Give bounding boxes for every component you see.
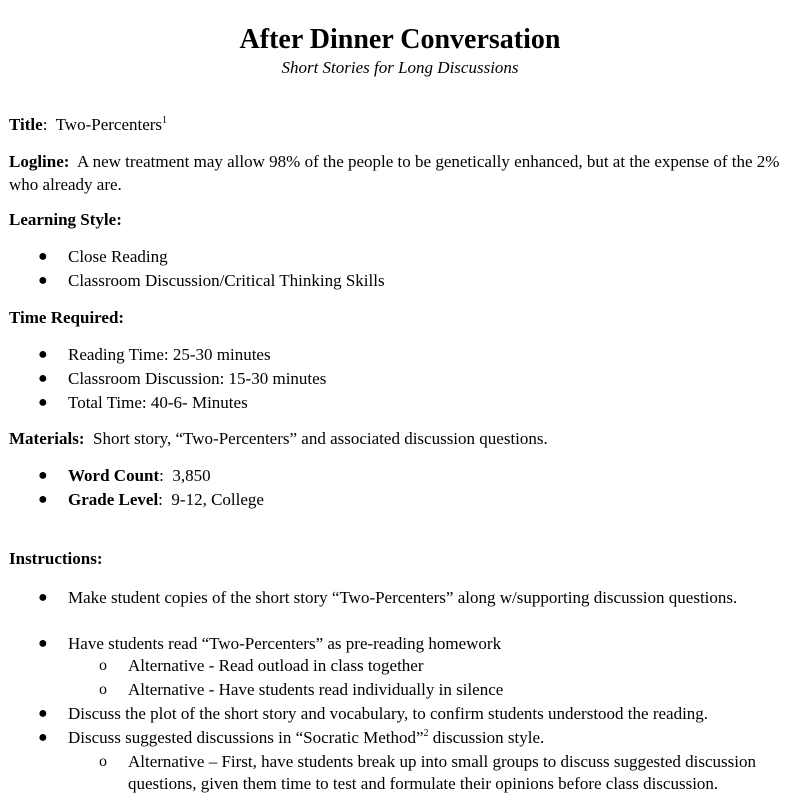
time-required-heading: Time Required: — [9, 308, 125, 327]
word-count-item: Word Count: 3,850 — [68, 466, 211, 485]
word-count-label: Word Count — [68, 466, 160, 485]
sub-bullet-icon: o — [99, 681, 107, 698]
list-item: Total Time: 40-6- Minutes — [68, 393, 248, 412]
sub-list-item: Alternative - Have students read individually in silence — [128, 680, 504, 699]
sub-list-item: Alternative – First, have students break up into small groups to discuss suggested discussion questions, given them time to test and formulate their opinions before class discussion. — [128, 752, 756, 793]
materials-label: Materials: — [9, 429, 85, 448]
bullet-icon: ● — [38, 394, 48, 411]
sub-bullet-icon: o — [99, 657, 107, 674]
grade-level-value: 9-12, College — [171, 490, 264, 509]
bullet-icon: ● — [38, 589, 48, 606]
materials-text: Short story, “Two-Percenters” and associated discussion questions. — [93, 429, 548, 448]
list-item: Classroom Discussion/Critical Thinking Skills — [68, 271, 385, 290]
logline-label: Logline: — [9, 152, 70, 171]
list-item: Classroom Discussion: 15-30 minutes — [68, 369, 327, 388]
bullet-icon: ● — [38, 370, 48, 387]
socratic-text-end: discussion style. — [428, 728, 545, 747]
bullet-icon: ● — [38, 705, 48, 722]
bullet-icon: ● — [38, 467, 48, 484]
learning-style-heading: Learning Style: — [9, 210, 122, 229]
story-title-line: Title: Two-Percenters$^1$ — [9, 115, 168, 134]
grade-level-item: Grade Level: 9-12, College — [68, 490, 264, 509]
sub-list-item: Alternative - Read outload in class together — [128, 656, 424, 675]
socratic-text: Discuss suggested discussions in “Socratic Method” — [68, 728, 424, 747]
socratic-item — [68, 727, 544, 749]
bullet-icon: ● — [38, 346, 48, 363]
story-title-label: Title — [9, 115, 43, 134]
word-count-value: 3,850 — [172, 466, 211, 485]
bullet-icon: ● — [38, 729, 48, 746]
list-item: Discuss the plot of the short story and vocabulary, to confirm students understood the reading. — [68, 704, 709, 723]
list-item: Have students read “Two-Percenters” as pre-reading homework — [68, 634, 502, 653]
grade-level-label: Grade Level — [68, 490, 159, 509]
logline-text: A new treatment may allow 98% of the people to be genetically enhanced, but at the expense of the 2% who already are. — [9, 152, 780, 194]
logline-paragraph — [9, 150, 794, 196]
bullet-icon: ● — [38, 248, 48, 265]
footnote-1-marker: 1 — [162, 115, 168, 126]
bullet-icon: ● — [38, 491, 48, 508]
story-title-value: Two-Percenters — [55, 115, 163, 134]
page-subtitle: Short Stories for Long Discussions — [281, 58, 519, 77]
footnote-2-marker: 2 — [423, 728, 429, 739]
sub-bullet-icon: o — [99, 753, 107, 770]
bullet-icon: ● — [38, 272, 48, 289]
materials-line — [9, 428, 548, 450]
instructions-heading: Instructions: — [9, 549, 103, 568]
list-item: Make student copies of the short story “Two-Percenters” along w/supporting discussion questions. — [68, 588, 738, 607]
list-item: Close Reading — [68, 247, 168, 266]
list-item: Reading Time: 25-30 minutes — [68, 345, 271, 364]
page-title: After Dinner Conversation — [239, 24, 561, 55]
bullet-icon: ● — [38, 635, 48, 652]
